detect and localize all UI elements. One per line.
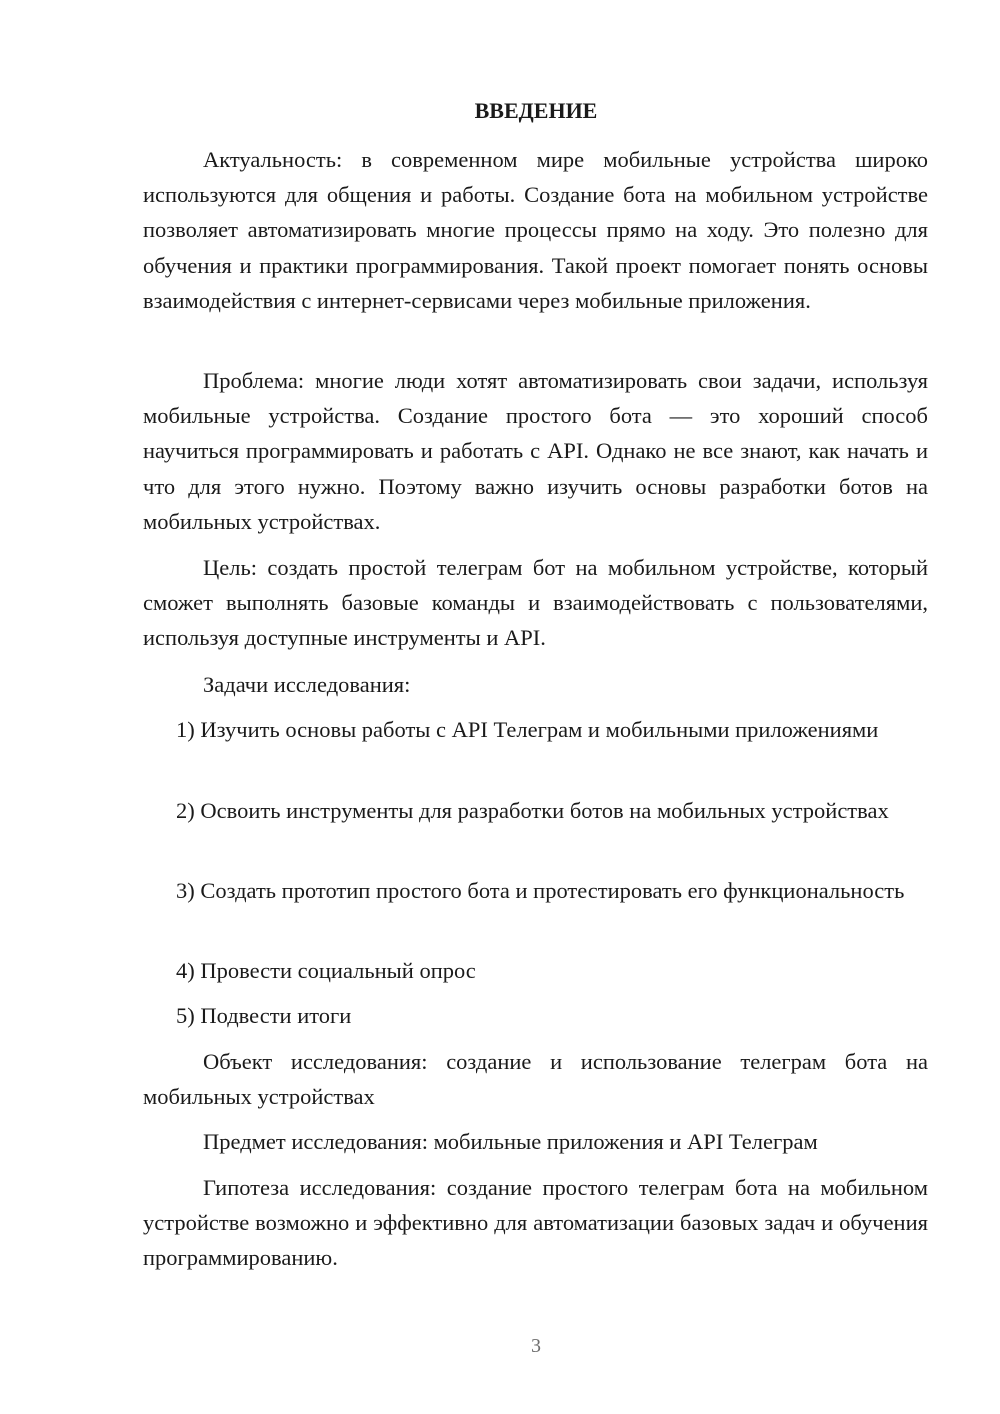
- list-item-task-4: 4) Провести социальный опрос: [176, 958, 476, 983]
- paragraph-relevance: Актуальность: в современном мире мобильные устройства широко используются для общения и работы. Создание бота на мобильном устройстве позволяет автоматизировать многие процессы прямо на ходу. Это полезно для обучения и практики программирования. Такой проект помогает понять основы взаимодействия с интернет-сервисами через мобильные приложения.: [143, 147, 928, 313]
- paragraph-object: Объект исследования: создание и использование телеграм бота на мобильных устройствах: [143, 1049, 928, 1110]
- page-title: ВВЕДЕНИЕ: [474, 98, 598, 123]
- tasks-heading: Задачи исследования:: [203, 672, 411, 697]
- list-item-task-5: 5) Подвести итоги: [176, 1003, 352, 1028]
- paragraph-subject: Предмет исследования: мобильные приложения и API Телеграм: [203, 1129, 818, 1154]
- list-item-task-3: 3) Создать прототип простого бота и протестировать его функциональность: [176, 878, 905, 903]
- paragraph-problem: Проблема: многие люди хотят автоматизировать свои задачи, используя мобильные устройства. Создание простого бота — это хороший способ научиться программировать и работать с API. Однако не все знают, как начать и что для этого нужно. Поэтому важно изучить основы разработки ботов на мобильных устройствах.: [143, 368, 928, 534]
- list-item-task-1: 1) Изучить основы работы с API Телеграм и мобильными приложениями: [176, 717, 879, 742]
- page-number: 3: [531, 1335, 541, 1357]
- paragraph-goal: Цель: создать простой телеграм бот на мобильном устройстве, который сможет выполнять базовые команды и взаимодействовать с пользователями, используя доступные инструменты и API.: [143, 555, 928, 651]
- paragraph-hypothesis: Гипотеза исследования: создание простого телеграм бота на мобильном устройстве возможно и эффективно для автоматизации базовых задач и обучения программированию.: [143, 1175, 928, 1271]
- list-item-task-2: 2) Освоить инструменты для разработки ботов на мобильных устройствах: [176, 798, 889, 823]
